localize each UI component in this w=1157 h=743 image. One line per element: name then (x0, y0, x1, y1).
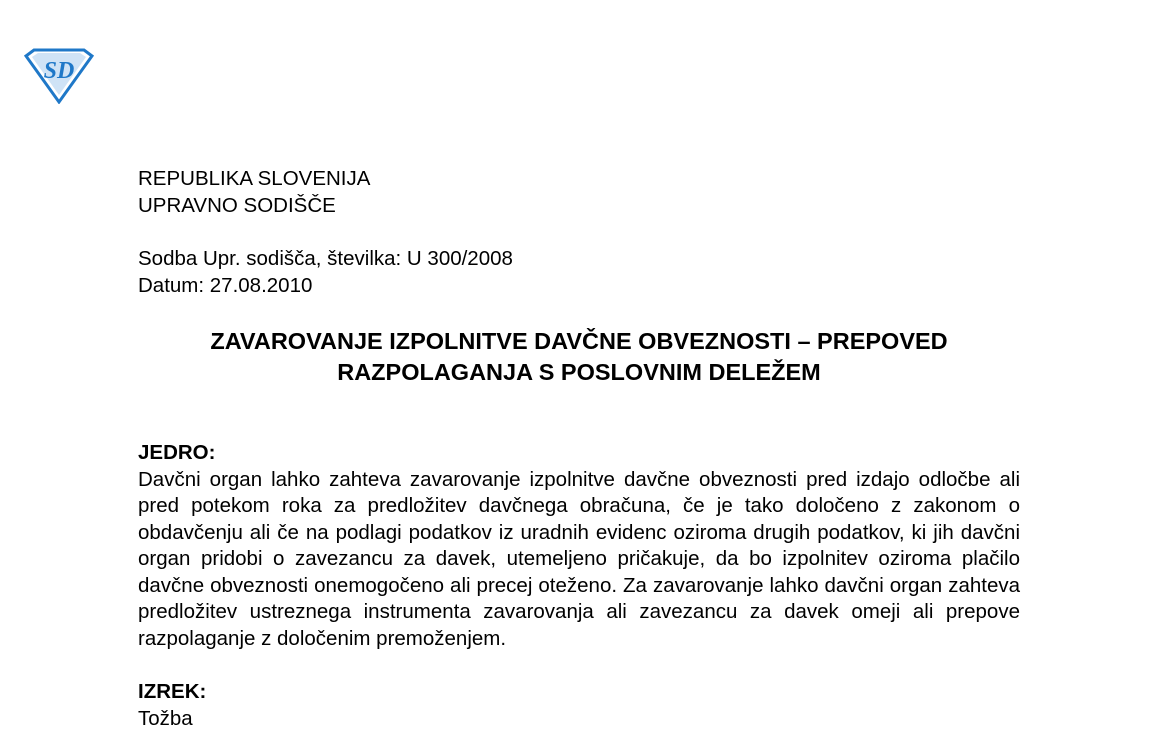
document-body (138, 166, 1020, 732)
case-number: Sodba Upr. sodišča, številka: U 300/2008 (138, 247, 513, 270)
izrek-paragraph: Tožba (138, 706, 193, 730)
country-name: REPUBLIKA SLOVENIJA (138, 167, 371, 190)
judgment-date: Datum: 27.08.2010 (138, 273, 313, 297)
sd-shield-logo-icon (22, 48, 96, 104)
document-title (138, 326, 1020, 388)
title-line-2: RAZPOLAGANJA S POSLOVNIM DELEŽEM (337, 359, 821, 385)
jedro-heading: JEDRO: (138, 441, 216, 464)
logo-text: SD (43, 58, 75, 84)
izrek-heading: IZREK: (138, 680, 207, 703)
jedro-paragraph: Davčni organ lahko zahteva zavarovanje izpolnitve davčne obveznosti pred izdajo odločbe ali pred potekom roka za predložitev davčnega obračuna, če je tako določeno z zakonom o obdavčenju ali če na podlagi podatkov iz uradnih evidenc oziroma drugih podatkov, ki jih davčni organ pridobi o zavezancu za davek, utemeljeno pričakuje, da bo izpolnitev oziroma plačilo davčne obveznosti onemogočeno ali precej oteženo. Za zavarovanje lahko davčni organ zahteva predložitev ustreznega instrumenta zavarovanja ali zavezancu za davek omeji ali prepove razpolaganje z določenim premoženjem. (138, 467, 1020, 650)
title-line-1: ZAVAROVANJE IZPOLNITVE DAVČNE OBVEZNOSTI – PREPOVED (210, 328, 948, 354)
court-logo (22, 48, 96, 104)
court-name: UPRAVNO SODIŠČE (138, 193, 336, 217)
